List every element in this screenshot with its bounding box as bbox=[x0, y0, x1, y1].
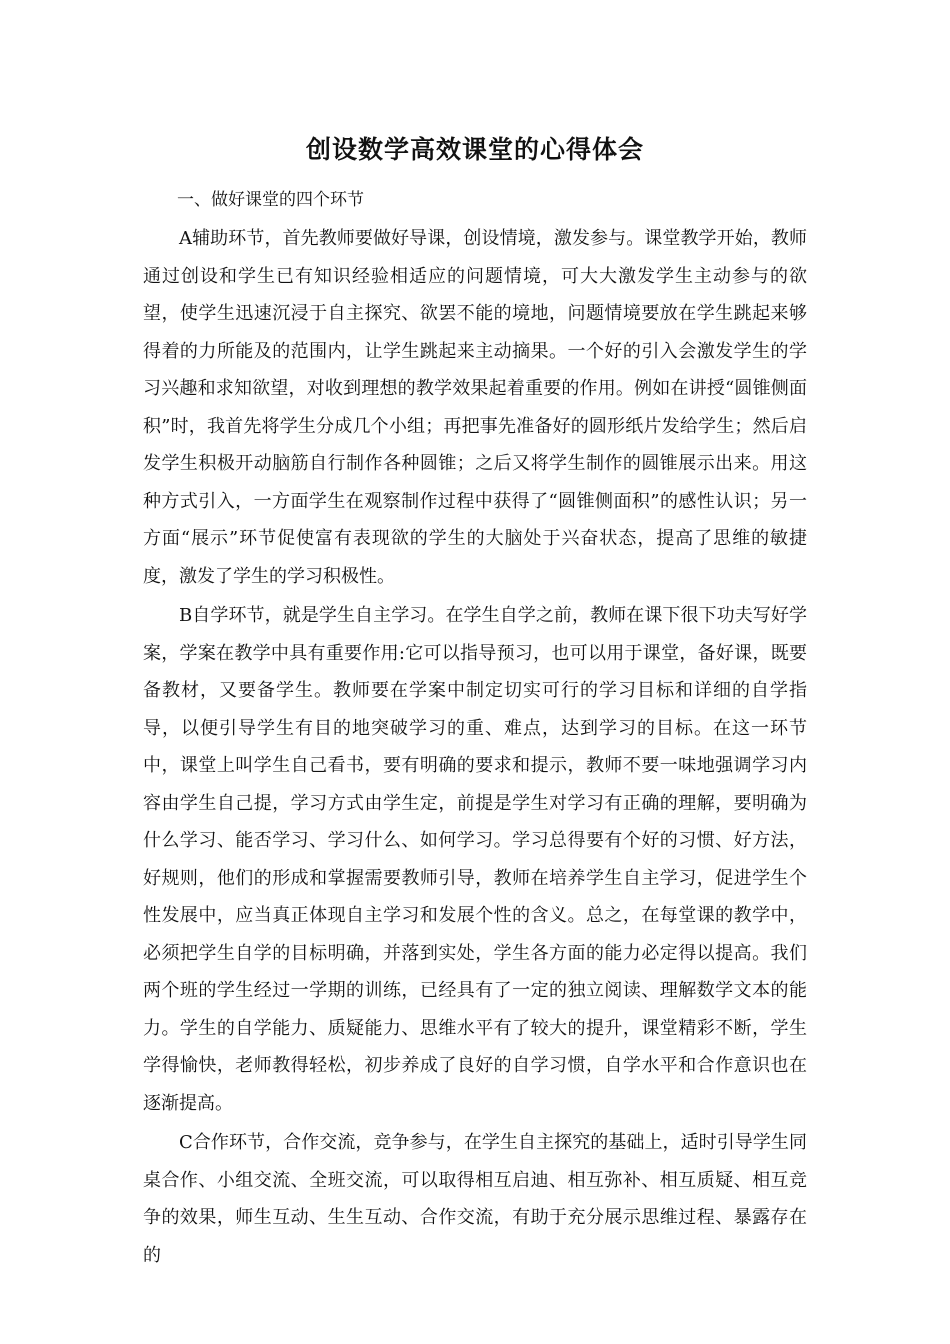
document-title: 创设数学高效课堂的心得体会 bbox=[305, 135, 644, 164]
section-heading: 一、做好课堂的四个环节 bbox=[177, 190, 364, 210]
paragraph-a: A辅助环节，首先教师要做好导课，创设情境，激发参与。课堂教学开始，教师通过创设和学生已有知识经验相适应的问题情境，可大大激发学生主动参与的欲望，使学生迅速沉浸于自主探究、欲罢不能的境地，问题情境要放在学生跳起来够得着的力所能及的范围内，让学生跳起来主动摘果。一个好的引入会激发学生的学习兴趣和求知欲望，对收到理想的教学效果起着重要的作用。例如在讲授“圆锥侧面积”时，我首先将学生分成几个小组；再把事先准备好的圆形纸片发给学生；然后启发学生积极开动脑筋自行制作各种圆锥；之后又将学生制作的圆锥展示出来。用这种方式引入，一方面学生在观察制作过程中获得了“圆锥侧面积”的感性认识；另一方面“展示”环节促使富有表现欲的学生的大脑处于兴奋状态，提高了思维的敏捷度，激发了学生的学习积极性。 bbox=[143, 228, 807, 587]
paragraph-b: B自学环节，就是学生自主学习。在学生自学之前，教师在课下很下功夫写好学案，学案在教学中具有重要作用:它可以指导预习，也可以用于课堂，备好课，既要备教材，又要备学生。教师要在学案中制定切实可行的学习目标和详细的自学指导，以便引导学生有目的地突破学习的重、难点，达到学习的目标。在这一环节中，课堂上叫学生自己看书，要有明确的要求和提示，教师不要一味地强调学习内容由学生自己提，学习方式由学生定，前提是学生对学习有正确的理解，要明确为什么学习、能否学习、学习什么、如何学习。学习总得要有个好的习惯、好方法，好规则，他们的形成和掌握需要教师引导，教师在培养学生自主学习，促进学生个性发展中，应当真正体现自主学习和发展个性的含义。总之，在每堂课的教学中，必须把学生自学的目标明确，并落到实处，学生各方面的能力必定得以提高。我们两个班的学生经过一学期的训练，已经具有了一定的独立阅读、理解数学文本的能力。学生的自学能力、质疑能力、思维水平有了较大的提升，课堂精彩不断，学生学得愉快，老师教得轻松，初步养成了良好的自学习惯，自学水平和合作意识也在逐渐提高。 bbox=[143, 605, 807, 1114]
paragraph-c: C合作环节，合作交流，竞争参与，在学生自主探究的基础上，适时引导学生同桌合作、小组交流、全班交流，可以取得相互启迪、相互弥补、相互质疑、相互竞争的效果，师生互动、生生互动、合作交流，有助于充分展示思维过程、暴露存在的 bbox=[143, 1132, 807, 1266]
document-body bbox=[143, 184, 807, 1274]
